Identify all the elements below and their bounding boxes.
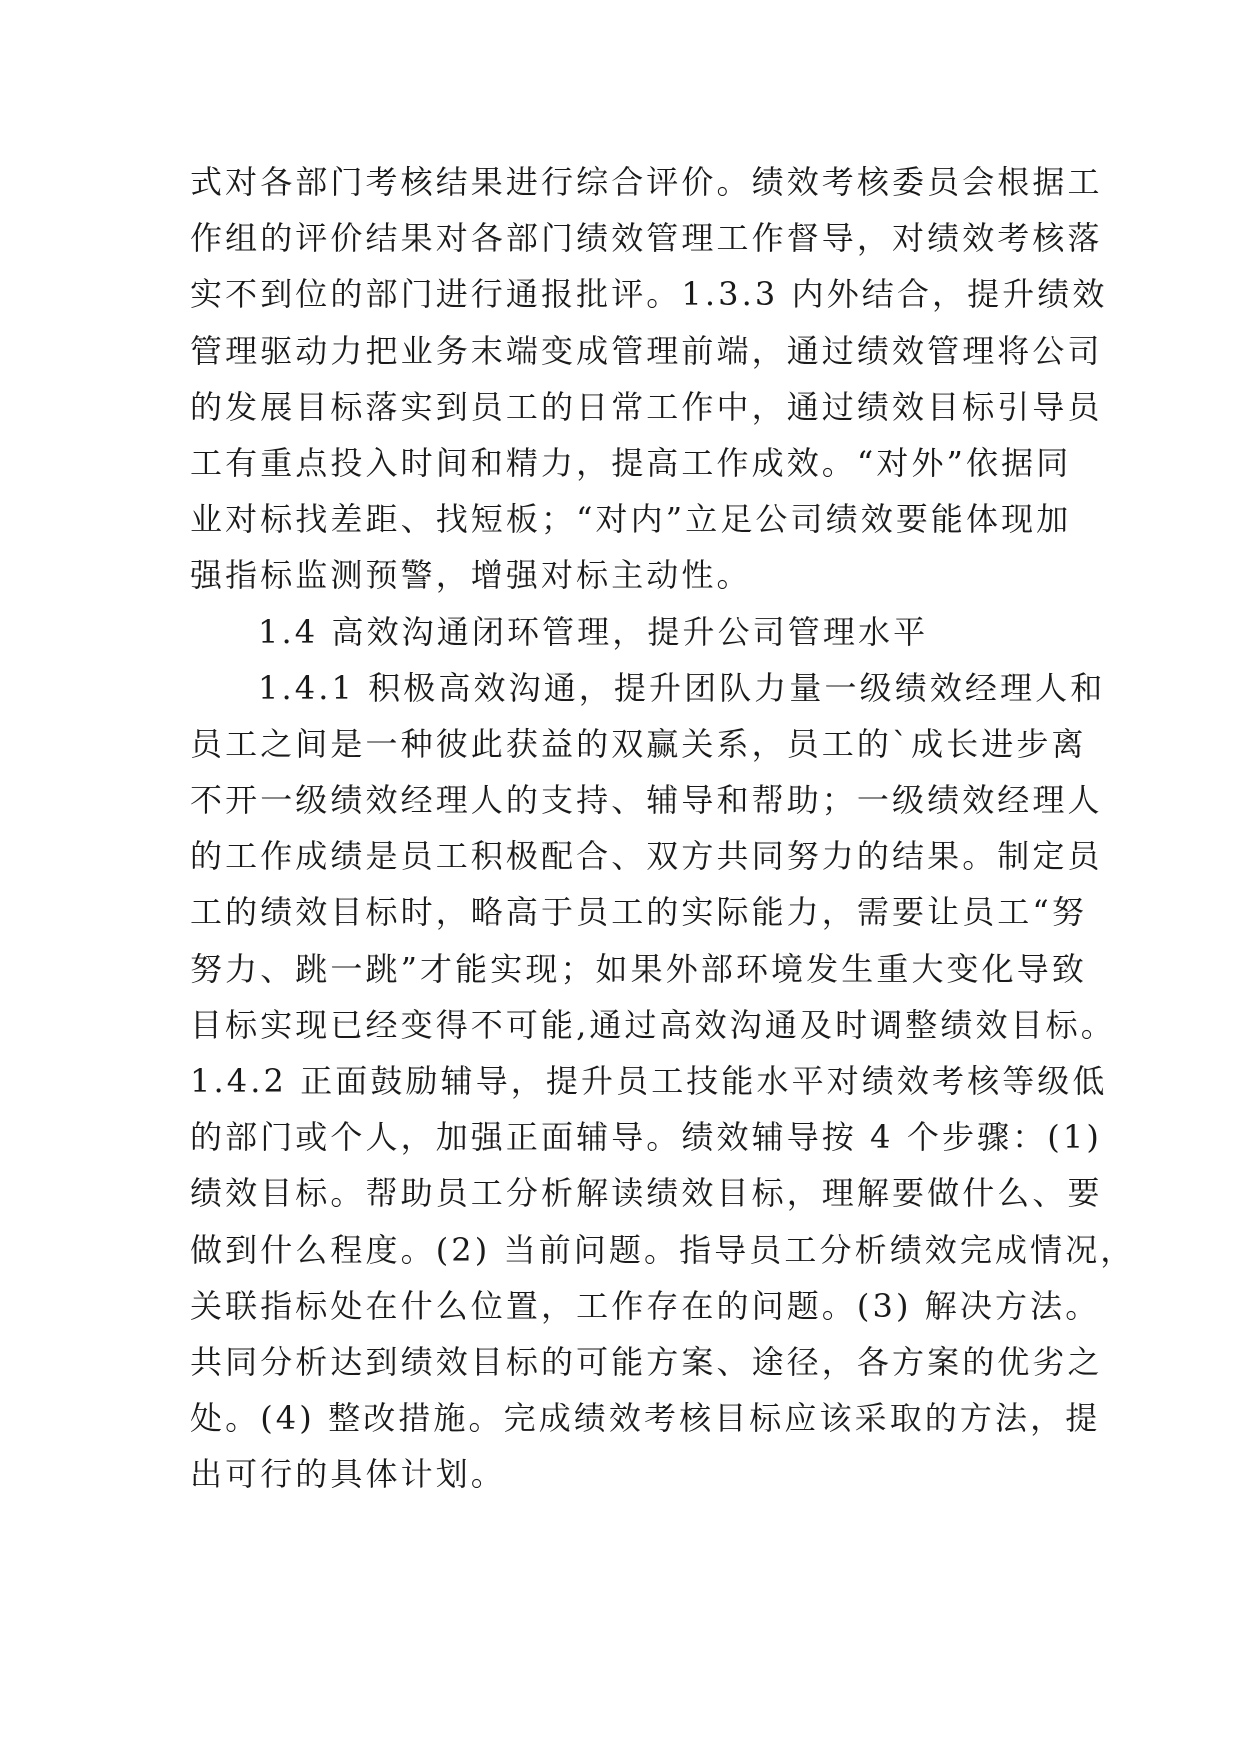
text-line: 做到什么程度。(2) 当前问题。指导员工分析绩效完成情况， (190, 1230, 1136, 1269)
text-line: 员工之间是一种彼此获益的双赢关系，员工的`成长进步离 (190, 724, 1087, 763)
text-line: 业对标找差距、找短板；“对内”立足公司绩效要能体现加 (190, 500, 1072, 539)
text-line: 工的绩效目标时，略高于员工的实际能力，需要让员工“努 (190, 893, 1087, 932)
text-line: 作组的评价结果对各部门绩效管理工作督导，对绩效考核落 (190, 219, 1103, 258)
section-heading: 1.4 高效沟通闭环管理，提升公司管理水平 (258, 612, 929, 651)
text-line: 式对各部门考核结果进行综合评价。绩效考核委员会根据工 (190, 163, 1103, 201)
text-line: 目标实现已经变得不可能,通过高效沟通及时调整绩效目标。 (190, 1005, 1116, 1044)
text-line: 关联指标处在什么位置，工作存在的问题。(3) 解决方法。 (190, 1286, 1101, 1325)
text-line: 的部门或个人，加强正面辅导。绩效辅导按 4 个步骤：(1) (190, 1118, 1102, 1157)
text-line: 的发展目标落实到员工的日常工作中，通过绩效目标引导员 (190, 387, 1103, 426)
text-line: 的工作成绩是员工积极配合、双方共同努力的结果。制定员 (190, 837, 1103, 876)
text-line: 出可行的具体计划。 (190, 1455, 506, 1494)
text-line: 努力、跳一跳”才能实现；如果外部环境发生重大变化导致 (190, 949, 1087, 988)
text-line: 工有重点投入时间和精力，提高工作成效。“对外”依据同 (190, 443, 1072, 482)
text-line: 强指标监测预警，增强对标主动性。 (190, 556, 752, 595)
text-line: 不开一级绩效经理人的支持、辅导和帮助；一级绩效经理人 (190, 781, 1103, 820)
text-line: 处。(4) 整改措施。完成绩效考核目标应该采取的方法，提 (190, 1399, 1101, 1438)
text-line: 实不到位的部门进行通报批评。1.3.3 内外结合，提升绩效 (190, 275, 1108, 314)
subsection-line: 1.4.1 积极高效沟通，提升团队力量一级绩效经理人和 (258, 668, 1106, 707)
text-line: 共同分析达到绩效目标的可能方案、途径，各方案的优劣之 (190, 1342, 1103, 1381)
body-text (190, 154, 1136, 1503)
text-line: 绩效目标。帮助员工分析解读绩效目标，理解要做什么、要 (190, 1174, 1103, 1213)
text-line: 管理驱动力把业务末端变成管理前端，通过绩效管理将公司 (190, 331, 1103, 370)
text-line: 1.4.2 正面鼓励辅导，提升员工技能水平对绩效考核等级低 (190, 1062, 1108, 1100)
